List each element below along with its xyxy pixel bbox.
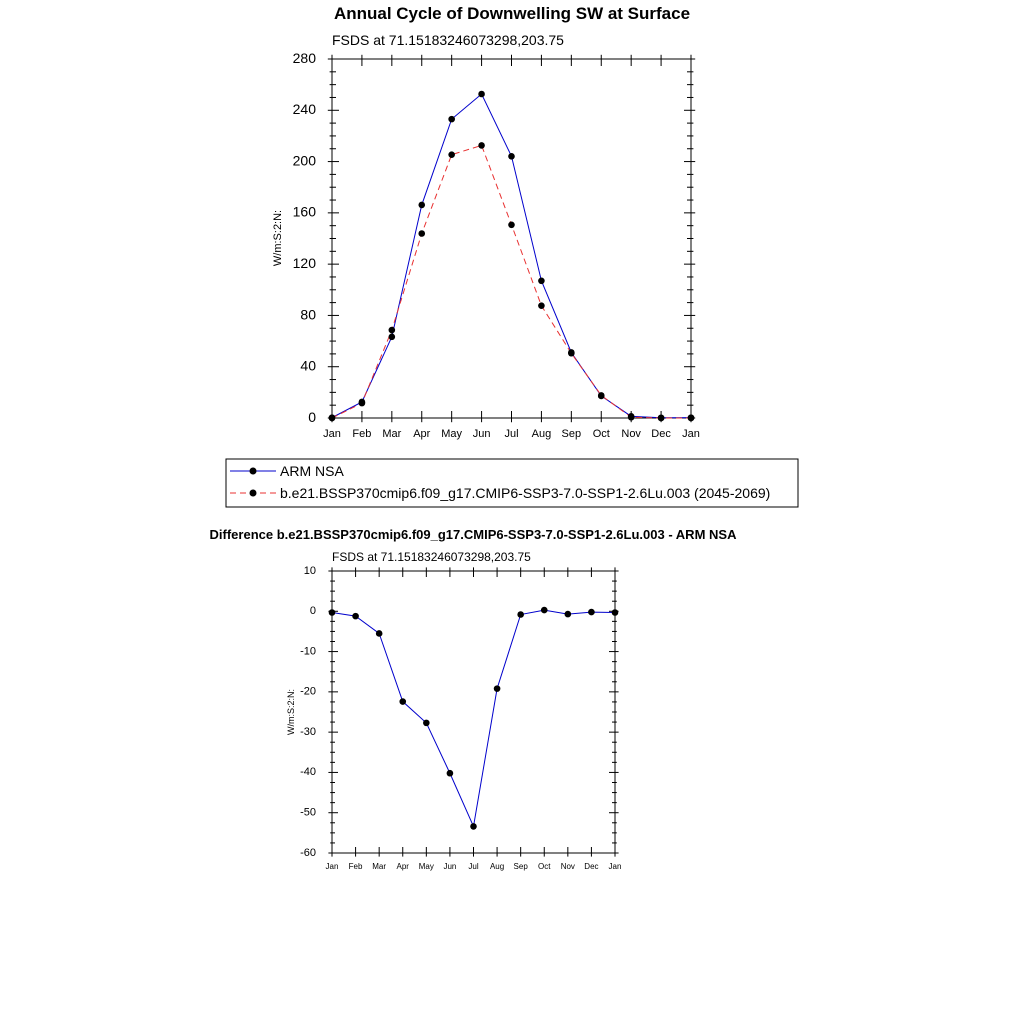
diff-data-point-0 xyxy=(494,685,501,692)
diff-x-tick-label: Jan xyxy=(325,862,339,871)
diff-data-point-0 xyxy=(447,770,454,777)
top-y-tick-label: 0 xyxy=(308,408,316,425)
diff-x-tick-label: Jan xyxy=(608,862,622,871)
top-x-tick-label: Mar xyxy=(382,428,402,440)
difference-chart xyxy=(210,527,738,871)
annual-cycle-chart xyxy=(272,4,700,440)
diff-x-tick-label: May xyxy=(418,862,434,871)
legend-label-model: b.e21.BSSP370cmip6.f09_g17.CMIP6-SSP3-7.0-SSP1-2.6Lu.003 (2045-2069) xyxy=(280,485,771,501)
top-x-tick-label: Apr xyxy=(413,428,431,440)
diff-y-tick-label: -40 xyxy=(300,766,316,779)
diff-x-tick-label: Oct xyxy=(538,862,551,871)
diff-data-point-0 xyxy=(399,698,406,705)
top-y-tick-label: 240 xyxy=(292,101,316,118)
top-data-point-0 xyxy=(478,91,485,98)
diff-x-tick-label: Sep xyxy=(513,862,528,871)
top-x-tick-label: Jul xyxy=(504,428,519,440)
top-data-point-1 xyxy=(538,302,545,309)
diff-x-tick-label: Jul xyxy=(468,862,479,871)
diff-series-group xyxy=(329,607,619,830)
diff-x-tick-label: Feb xyxy=(348,862,363,871)
top-data-point-1 xyxy=(508,221,515,228)
top-x-tick-label: Oct xyxy=(592,428,610,440)
top-y-tick-label: 120 xyxy=(292,254,316,271)
top-x-tick-label: Feb xyxy=(352,428,372,440)
diff-data-point-0 xyxy=(565,611,572,618)
top-x-tick-label: Dec xyxy=(651,428,671,440)
diff-data-point-0 xyxy=(612,609,619,616)
chart-title: Annual Cycle of Downwelling SW at Surface xyxy=(333,4,691,23)
diff-series-line-0 xyxy=(332,610,615,826)
top-data-point-0 xyxy=(538,278,545,285)
top-data-point-1 xyxy=(359,400,366,407)
diff-y-axis-label: W/m:S:2:N: xyxy=(286,688,296,736)
top-y-tick-label: 40 xyxy=(300,357,316,374)
top-data-point-0 xyxy=(448,116,455,123)
diff-x-tick-label: Aug xyxy=(489,862,505,871)
diff-y-tick-label: 0 xyxy=(309,605,316,618)
diff-data-point-0 xyxy=(470,823,477,830)
diff-y-tick-label: -50 xyxy=(300,806,316,819)
top-x-tick-label: Nov xyxy=(621,428,641,440)
top-data-point-0 xyxy=(418,202,425,209)
top-series-line-0 xyxy=(332,94,691,418)
top-x-tick-label: Jan xyxy=(682,428,700,440)
diff-x-tick-label: Mar xyxy=(372,862,387,871)
top-data-point-1 xyxy=(628,414,635,421)
diff-y-tick-label: 10 xyxy=(303,564,316,577)
top-data-point-0 xyxy=(389,334,396,341)
diff-data-point-0 xyxy=(588,609,595,616)
diff-y-tick-label: -30 xyxy=(300,725,316,738)
series-group xyxy=(329,91,695,422)
top-x-tick-label: Jun xyxy=(472,428,491,440)
diff-data-point-0 xyxy=(352,613,359,620)
legend-label-arm: ARM NSA xyxy=(280,463,344,479)
y-axis-label: W/m:S:2:N: xyxy=(272,209,284,267)
diff-x-tick-label: Jun xyxy=(443,862,457,871)
top-data-point-1 xyxy=(389,327,396,334)
diff-axis-ticks xyxy=(300,565,621,871)
top-x-tick-label: May xyxy=(441,428,463,440)
plot-frame xyxy=(332,59,691,418)
diff-y-tick-label: -20 xyxy=(300,685,316,698)
diff-chart-title: Difference b.e21.BSSP370cmip6.f09_g17.CMIP6-SSP3-7.0-SSP1-2.6Lu.003 - ARM NSA xyxy=(209,527,737,542)
top-data-point-1 xyxy=(688,415,695,422)
top-data-point-0 xyxy=(508,153,515,160)
top-y-tick-label: 200 xyxy=(292,152,316,169)
diff-x-tick-label: Dec xyxy=(584,862,599,871)
top-x-tick-label: Sep xyxy=(561,428,582,440)
top-data-point-1 xyxy=(598,392,605,399)
chart-subtitle: FSDS at 71.15183246073298,203.75 xyxy=(332,32,564,48)
top-data-point-1 xyxy=(418,230,425,237)
diff-x-tick-label: Apr xyxy=(396,862,409,871)
diff-data-point-0 xyxy=(376,630,383,637)
diff-chart-subtitle: FSDS at 71.15183246073298,203.75 xyxy=(332,550,531,564)
top-x-tick-label: Jan xyxy=(323,428,341,440)
diff-data-point-0 xyxy=(541,607,548,614)
diff-data-point-0 xyxy=(517,611,524,618)
top-x-tick-label: Aug xyxy=(531,428,552,440)
top-y-tick-label: 160 xyxy=(292,203,316,220)
axis-ticks xyxy=(293,50,700,440)
top-data-point-1 xyxy=(478,142,485,149)
diff-y-tick-label: -60 xyxy=(300,846,316,859)
diff-y-tick-label: -10 xyxy=(300,645,316,658)
legend-marker-model xyxy=(250,490,257,497)
top-series-line-1 xyxy=(332,145,691,418)
top-data-point-1 xyxy=(568,350,575,357)
top-data-point-1 xyxy=(658,415,665,422)
top-y-tick-label: 280 xyxy=(292,49,316,66)
top-data-point-1 xyxy=(448,151,455,158)
legend-marker-arm xyxy=(250,468,257,475)
legend xyxy=(226,459,798,507)
top-y-tick-label: 80 xyxy=(300,306,316,323)
diff-x-tick-label: Nov xyxy=(560,862,575,871)
diff-data-point-0 xyxy=(423,720,430,727)
diff-data-point-0 xyxy=(329,609,336,616)
top-data-point-1 xyxy=(329,415,336,422)
